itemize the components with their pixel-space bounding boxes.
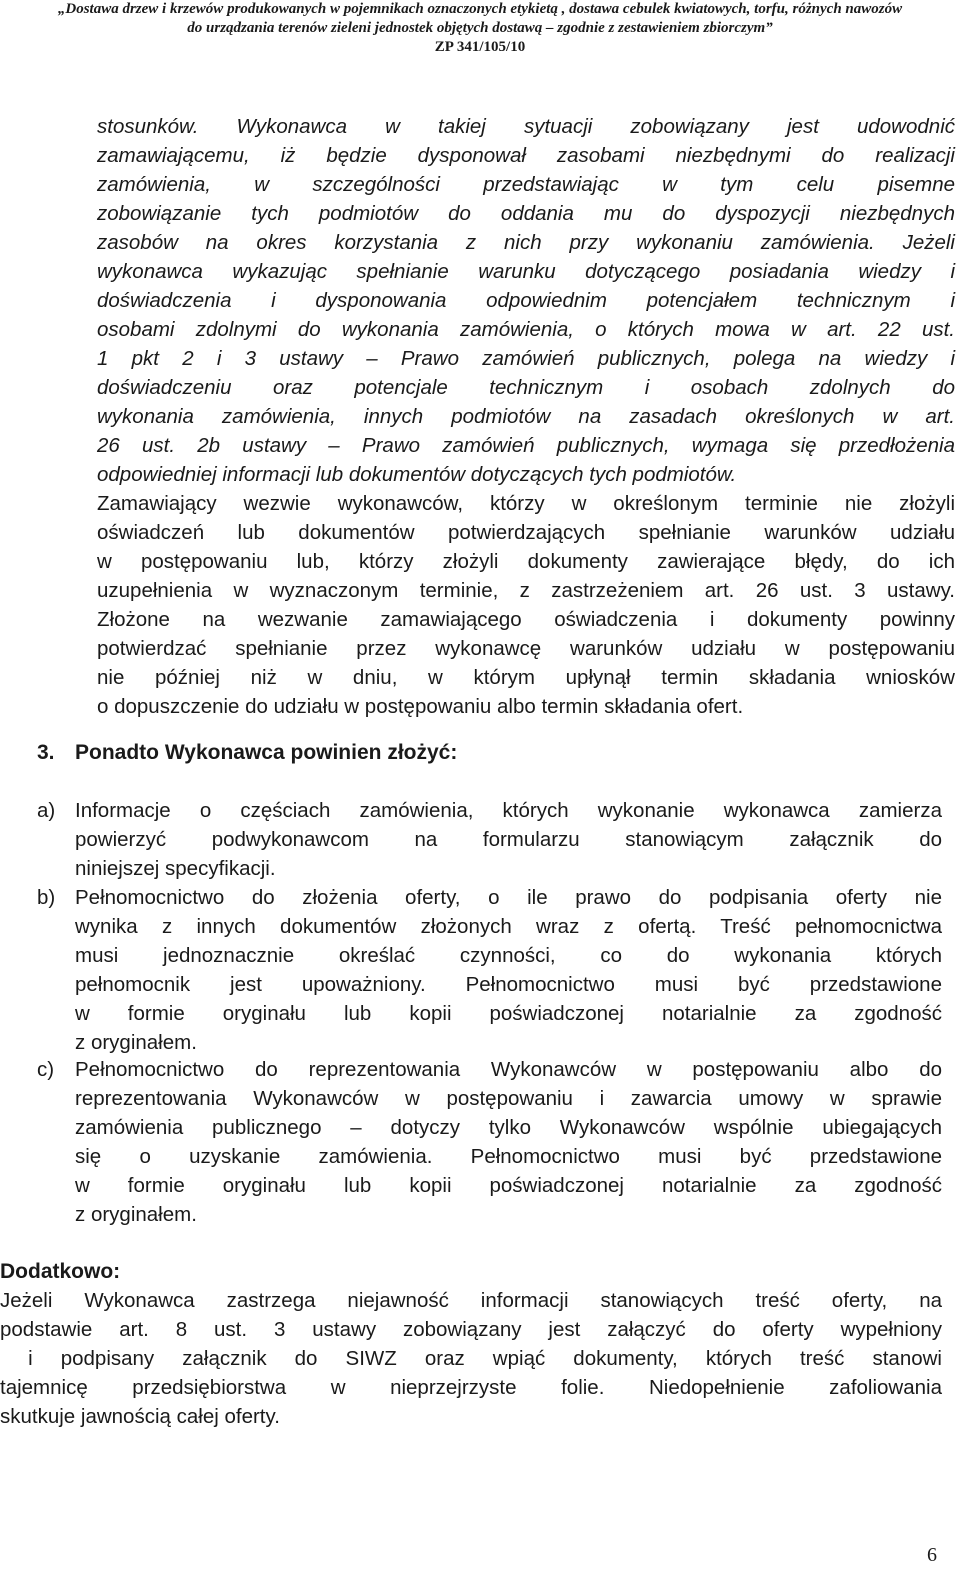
italic-line: zasobów na okres korzystania z nich przy wykonaniu zamówienia. Jeżeli xyxy=(97,231,955,254)
header-case-number: ZP 341/105/10 xyxy=(434,39,526,55)
plain-line: uzupełnienia w wyznaczonym terminie, z zastrzeżeniem art. 26 ust. 3 ustawy. xyxy=(97,579,955,602)
italic-line: zobowiązanie tych podmiotów do oddania mu do dyspozycji niezbędnych xyxy=(97,202,955,225)
list-item-body xyxy=(75,796,942,883)
list-item-b xyxy=(37,883,942,1057)
italic-line: wykonania zamówienia, innych podmiotów na zasadach określonych w art. xyxy=(97,405,955,428)
list-marker: a) xyxy=(37,799,56,822)
header-title-line-2: do urządzania terenów zieleni jednostek objętych dostawą – zgodnie z zestawieniem zbiorczym” xyxy=(187,20,773,36)
italic-line: zamawiającemu, iż będzie dysponował zasobami niezbędnymi do realizacji xyxy=(97,144,955,167)
page-number: 6 xyxy=(927,1544,937,1566)
list-item-body xyxy=(75,1055,942,1229)
list-line: reprezentowania Wykonawców w postępowaniu i zawarcia umowy w sprawie xyxy=(75,1087,942,1110)
additional-paragraph xyxy=(0,1286,942,1431)
italic-line: odpowiedniej informacji lub dokumentów dotyczących tych podmiotów. xyxy=(97,463,737,486)
section-3-heading xyxy=(37,738,457,767)
section-title: Ponadto Wykonawca powinien złożyć: xyxy=(75,741,458,764)
italic-paragraph xyxy=(97,112,955,721)
list-line: w formie oryginału lub kopii poświadczonej notarialnie za zgodność xyxy=(75,1174,942,1197)
list-line: wynika z innych dokumentów złożonych wraz z ofertą. Treść pełnomocnictwa xyxy=(75,915,942,938)
italic-line: 1 pkt 2 i 3 ustawy – Prawo zamówień publicznych, polega na wiedzy i xyxy=(97,347,955,370)
list-line: z oryginałem. xyxy=(75,1031,197,1054)
plain-line: potwierdzać spełnianie przez wykonawcę warunków udziału w postępowaniu xyxy=(97,637,955,660)
list-line: musi jednoznacznie określać czynności, co do wykonania których xyxy=(75,944,942,967)
section-number: 3. xyxy=(37,741,55,764)
additional-line: Jeżeli Wykonawca zastrzega niejawność informacji stanowiących treść oferty, na xyxy=(0,1289,942,1312)
additional-line: i podpisany załącznik do SIWZ oraz wpiąć dokumenty, których treść stanowi xyxy=(0,1347,942,1370)
additional-line: podstawie art. 8 ust. 3 ustawy zobowiązany jest załączyć do oferty wypełniony xyxy=(0,1318,942,1341)
additional-heading: Dodatkowo: xyxy=(0,1260,121,1283)
plain-line: Złożone na wezwanie zamawiającego oświadczenia i dokumenty powinny xyxy=(97,608,955,631)
list-item-body xyxy=(75,883,942,1057)
additional-line: skutkuje jawnością całej oferty. xyxy=(0,1405,280,1428)
plain-line: Zamawiający wezwie wykonawców, którzy w określonym terminie nie złożyli xyxy=(97,492,955,515)
italic-line: stosunków. Wykonawca w takiej sytuacji zobowiązany jest udowodnić xyxy=(97,115,955,138)
additional-line: tajemnicę przedsiębiorstwa w nieprzejrzyste folie. Niedopełnienie zafoliowania xyxy=(0,1376,942,1399)
list-marker: b) xyxy=(37,886,56,909)
plain-line: oświadczeń lub dokumentów potwierdzających spełnianie warunków udziału xyxy=(97,521,955,544)
list-marker: c) xyxy=(37,1058,55,1081)
list-line: z oryginałem. xyxy=(75,1203,197,1226)
list-line: Pełnomocnictwo do reprezentowania Wykonawców w postępowaniu albo do xyxy=(75,1058,942,1081)
italic-line: doświadczenia i dysponowania odpowiednim potencjałem technicznym i xyxy=(97,289,955,312)
list-line: powierzyć podwykonawcom na formularzu stanowiącym załącznik do xyxy=(75,828,942,851)
italic-line: osobami zdolnymi do wykonania zamówienia, o których mowa w art. 22 ust. xyxy=(97,318,955,341)
list-line: zamówienia publicznego – dotyczy tylko Wykonawców wspólnie ubiegających xyxy=(75,1116,942,1139)
list-line: w formie oryginału lub kopii poświadczonej notarialnie za zgodność xyxy=(75,1002,942,1025)
plain-line: nie później niż w dniu, w którym upłynął termin składania wniosków xyxy=(97,666,955,689)
plain-line: o dopuszczenie do udziału w postępowaniu albo termin składania ofert. xyxy=(97,695,744,718)
list-item-c xyxy=(37,1055,942,1229)
list-line: Informacje o częściach zamówienia, których wykonanie wykonawca zamierza xyxy=(75,799,942,822)
document-header xyxy=(0,0,960,57)
plain-line: w postępowaniu lub, którzy złożyli dokumenty zawierające błędy, do ich xyxy=(97,550,955,573)
list-line: Pełnomocnictwo do złożenia oferty, o ile prawo do podpisania oferty nie xyxy=(75,886,942,909)
italic-line: zamówienia, w szczególności przedstawiając w tym celu pisemne xyxy=(97,173,955,196)
list-item-a xyxy=(37,796,942,883)
italic-line: doświadczeniu oraz potencjale technicznym i osobach zdolnych do xyxy=(97,376,955,399)
header-title-line-1: „Dostawa drzew i krzewów produkowanych w pojemnikach oznaczonych etykietą , dostawa cebulek kwiatowych, torfu, różnych nawozów xyxy=(57,1,903,17)
italic-line: 26 ust. 2b ustawy – Prawo zamówień publicznych, wymaga się przedłożenia xyxy=(97,434,955,457)
list-line: niniejszej specyfikacji. xyxy=(75,857,276,880)
list-line: pełnomocnik jest upoważniony. Pełnomocnictwo musi być przedstawione xyxy=(75,973,942,996)
list-line: się o uzyskanie zamówienia. Pełnomocnictwo musi być przedstawione xyxy=(75,1145,942,1168)
italic-line: wykonawca wykazując spełnianie warunku dotyczącego posiadania wiedzy i xyxy=(97,260,955,283)
